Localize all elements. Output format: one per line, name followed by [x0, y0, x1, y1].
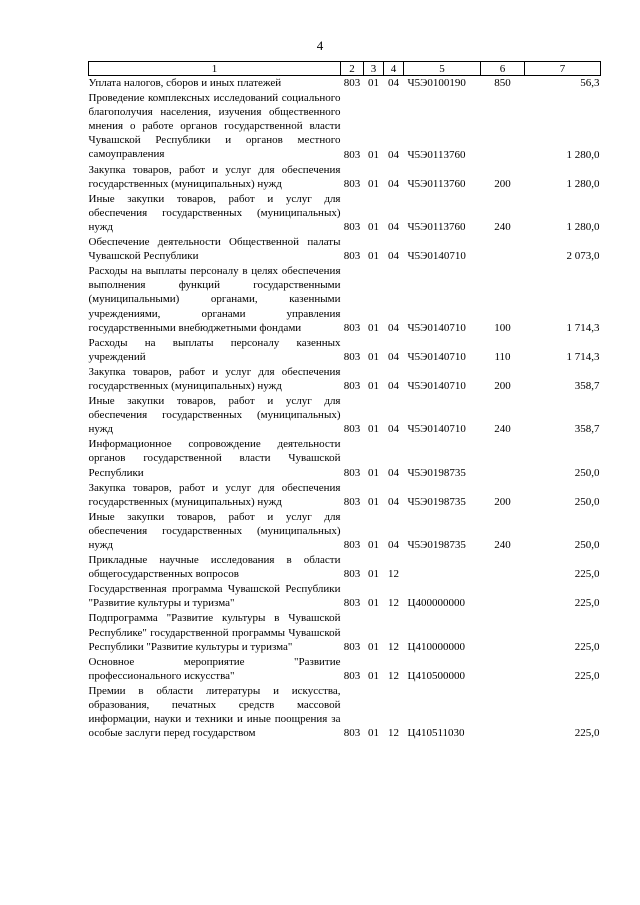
table-row: [89, 235, 601, 264]
row-subsection: 04: [388, 466, 399, 479]
row-expense-type: [481, 684, 525, 741]
table-row: [89, 76, 601, 92]
row-ministry-code: 803: [343, 148, 361, 161]
row-subsection: 04: [388, 148, 399, 161]
row-amount: 250,0: [574, 466, 600, 479]
row-ministry-code: 803: [343, 539, 361, 552]
header-row: [89, 62, 601, 76]
row-amount: 250,0: [574, 539, 600, 552]
row-name: Прикладные научные исследования в области общегосударственных вопросов: [88, 554, 341, 581]
row-expense-type: [481, 91, 525, 162]
row-section: 01: [368, 423, 379, 436]
row-ministry-code: 803: [343, 350, 361, 363]
row-amount: 1 280,0: [566, 221, 600, 234]
row-name: Информационное сопровождение деятельности органов государственной власти Чувашской Республики: [88, 438, 341, 479]
row-amount: 2 073,0: [566, 250, 600, 263]
row-subsection: 04: [388, 495, 399, 508]
row-target-item: Ч5Э0140710: [407, 380, 466, 393]
row-section: 01: [368, 568, 379, 581]
column-header-1: 1: [89, 62, 341, 76]
row-expense-type: 110: [494, 350, 511, 363]
row-amount: 1 280,0: [566, 148, 600, 161]
row-subsection: 12: [388, 727, 399, 740]
row-expense-type: 850: [494, 77, 511, 90]
row-name: Обеспечение деятельности Общественной палаты Чувашской Республики: [88, 236, 341, 263]
row-subsection: 04: [388, 77, 399, 90]
row-ministry-code: 803: [343, 321, 361, 334]
row-name: Иные закупки товаров, работ и услуг для обеспечения государственных (муниципальных) нужд: [88, 510, 341, 551]
row-section: 01: [368, 495, 379, 508]
row-subsection: 12: [388, 597, 399, 610]
table-row: [89, 582, 601, 611]
row-expense-type: 200: [494, 177, 511, 190]
row-target-item: Ц410000000: [407, 640, 465, 653]
row-ministry-code: 803: [343, 727, 361, 740]
row-name: Иные закупки товаров, работ и услуг для обеспечения государственных (муниципальных) нужд: [88, 192, 341, 233]
row-section: 01: [368, 597, 379, 610]
row-target-item: [404, 553, 481, 582]
row-amount: 225,0: [574, 597, 600, 610]
row-name: Закупка товаров, работ и услуг для обеспечения государственных (муниципальных) нужд: [88, 481, 341, 508]
row-subsection: 04: [388, 350, 399, 363]
row-section: 01: [368, 640, 379, 653]
row-name: Иные закупки товаров, работ и услуг для обеспечения государственных (муниципальных) нужд: [88, 395, 341, 436]
row-target-item: Ч5Э0113760: [407, 177, 466, 190]
row-target-item: Ч5Э0113760: [407, 148, 466, 161]
row-subsection: 04: [388, 539, 399, 552]
row-target-item: Ч5Э0140710: [407, 250, 466, 263]
table-row: [89, 611, 601, 654]
row-subsection: 04: [388, 380, 399, 393]
row-target-item: Ч5Э0198735: [407, 466, 466, 479]
row-amount: 358,7: [574, 380, 600, 393]
row-amount: 250,0: [574, 495, 600, 508]
row-ministry-code: 803: [343, 380, 361, 393]
column-header-4: 4: [384, 62, 404, 76]
row-subsection: 04: [388, 177, 399, 190]
row-expense-type: 200: [494, 380, 511, 393]
row-amount: 225,0: [574, 727, 600, 740]
row-ministry-code: 803: [343, 177, 361, 190]
row-amount: 1 714,3: [566, 350, 600, 363]
row-expense-type: [481, 437, 525, 480]
row-name: Проведение комплексных исследований социального благополучия населения, изучения общественного мнения о работе органов государственной власти Чувашской Республики и органов местного самоуправления: [88, 92, 341, 161]
row-target-item: Ч5Э0140710: [407, 423, 466, 436]
table-body: [89, 76, 601, 742]
row-ministry-code: 803: [343, 423, 361, 436]
row-ministry-code: 803: [343, 466, 361, 479]
row-expense-type: [481, 655, 525, 684]
row-expense-type: [481, 235, 525, 264]
row-ministry-code: 803: [343, 250, 361, 263]
column-header-3: 3: [364, 62, 384, 76]
row-section: 01: [368, 669, 379, 682]
row-subsection: 04: [388, 221, 399, 234]
row-amount: 225,0: [574, 669, 600, 682]
row-section: 01: [368, 221, 379, 234]
row-expense-type: [481, 582, 525, 611]
row-name: Основное мероприятие "Развитие профессионального искусства": [88, 655, 341, 682]
row-target-item: Ч5Э0140710: [407, 350, 466, 363]
row-section: 01: [368, 250, 379, 263]
row-name: Расходы на выплаты персоналу в целях обеспечения выполнения функций государственными (муниципальными) органами, казенными учреждениями, органами управления государственными внебюджетными фондами: [88, 265, 341, 334]
row-name: Уплата налогов, сборов и иных платежей: [88, 77, 282, 89]
row-amount: 225,0: [574, 568, 600, 581]
page-number: 4: [316, 38, 324, 53]
row-name: Премии в области литературы и искусства, образования, печатных средств массовой информации, науки и техники и иные поощрения за особые заслуги перед государством: [88, 684, 341, 740]
row-target-item: Ч5Э0198735: [407, 539, 466, 552]
row-ministry-code: 803: [343, 640, 361, 653]
row-subsection: 04: [388, 423, 399, 436]
row-name: Государственная программа Чувашской Республики "Развитие культуры и туризма": [88, 583, 341, 610]
row-amount: 1 280,0: [566, 177, 600, 190]
table-row: [89, 394, 601, 437]
row-expense-type: 240: [494, 423, 511, 436]
table-row: [89, 684, 601, 741]
column-header-6: 6: [481, 62, 525, 76]
column-header-5: 5: [404, 62, 481, 76]
row-section: 01: [368, 380, 379, 393]
row-target-item: Ц400000000: [407, 597, 465, 610]
row-amount: 1 714,3: [566, 321, 600, 334]
table-row: [89, 481, 601, 510]
table-row: [89, 655, 601, 684]
row-target-item: Ч5Э0140710: [407, 321, 466, 334]
table-row: [89, 91, 601, 162]
column-header-7: 7: [525, 62, 601, 76]
row-section: 01: [368, 727, 379, 740]
row-target-item: Ц410511030: [407, 727, 465, 740]
row-name: Закупка товаров, работ и услуг для обеспечения государственных (муниципальных) нужд: [88, 163, 341, 190]
row-section: 01: [368, 350, 379, 363]
row-subsection: 04: [388, 321, 399, 334]
row-ministry-code: 803: [343, 669, 361, 682]
row-section: 01: [368, 177, 379, 190]
row-amount: 358,7: [574, 423, 600, 436]
row-section: 01: [368, 77, 379, 90]
table-row: [89, 336, 601, 365]
table-row: [89, 437, 601, 480]
row-section: 01: [368, 539, 379, 552]
row-section: 01: [368, 321, 379, 334]
row-subsection: 12: [388, 568, 399, 581]
table-row: [89, 510, 601, 553]
row-ministry-code: 803: [343, 77, 361, 90]
row-target-item: Ч5Э0113760: [407, 221, 466, 234]
row-expense-type: [481, 553, 525, 582]
table-row: [89, 264, 601, 335]
row-ministry-code: 803: [343, 221, 361, 234]
row-section: 01: [368, 148, 379, 161]
column-header-2: 2: [341, 62, 364, 76]
row-name: Расходы на выплаты персоналу казенных учреждений: [88, 336, 341, 363]
row-ministry-code: 803: [343, 495, 361, 508]
table-row: [89, 163, 601, 192]
row-ministry-code: 803: [343, 597, 361, 610]
row-target-item: Ч5Э0100190: [407, 77, 466, 90]
row-subsection: 12: [388, 669, 399, 682]
row-expense-type: 200: [494, 495, 511, 508]
table-row: [89, 553, 601, 582]
row-section: 01: [368, 466, 379, 479]
table-row: [89, 365, 601, 394]
row-expense-type: 240: [494, 539, 511, 552]
table-row: [89, 192, 601, 235]
row-target-item: Ч5Э0198735: [407, 495, 466, 508]
row-target-item: Ц410500000: [407, 669, 465, 682]
row-ministry-code: 803: [343, 568, 361, 581]
budget-table: [88, 61, 601, 741]
row-expense-type: [481, 611, 525, 654]
row-amount: 225,0: [574, 640, 600, 653]
row-name: Подпрограмма "Развитие культуры в Чувашской Республике" государственной программы Чувашской Республики "Развитие культуры и туризма": [88, 612, 341, 653]
row-expense-type: 240: [494, 221, 511, 234]
row-subsection: 12: [388, 640, 399, 653]
row-amount: 56,3: [580, 77, 600, 90]
row-expense-type: 100: [494, 321, 511, 334]
row-subsection: 04: [388, 250, 399, 263]
row-name: Закупка товаров, работ и услуг для обеспечения государственных (муниципальных) нужд: [88, 365, 341, 392]
